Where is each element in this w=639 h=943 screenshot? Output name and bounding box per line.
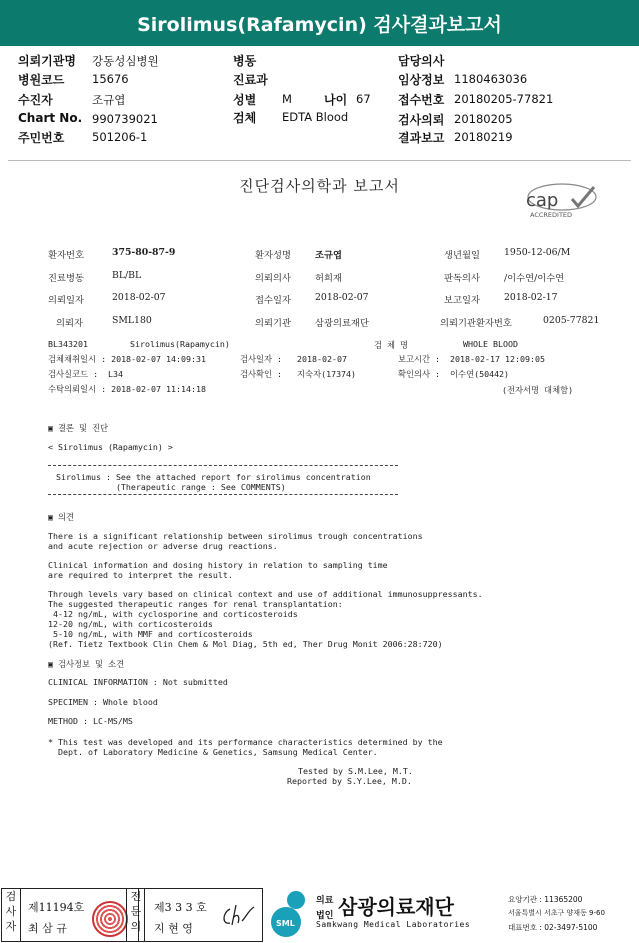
info-value: 15676 (92, 72, 129, 86)
info-value: EDTA Blood (282, 110, 349, 124)
examiner-license: 제11194호 (28, 901, 85, 914)
examiner-name: 최 삼 규 (28, 922, 67, 935)
org-english-name: Samkwang Medical Laboratories (316, 920, 471, 929)
sml-logo-icon (268, 890, 310, 938)
grid-value: 0205-77821 (543, 315, 600, 326)
contact-line: 대표번호 : 02-3497-5100 (508, 923, 598, 932)
footer (0, 886, 639, 943)
grid-label: 접수일자 (255, 295, 291, 306)
examiner-label: 자 (5, 920, 17, 933)
grid-value: 1950-12-06/M (504, 247, 571, 258)
comment-line: are required to interpret the result. (48, 570, 233, 580)
reported-by: Reported by S.Y.Lee, M.D. (287, 776, 412, 786)
method-info: METHOD : LC-MS/MS (48, 716, 133, 726)
info-label: 접수번호 (398, 93, 445, 107)
org-type: 의료 (316, 896, 334, 906)
info-value: 501206-1 (92, 130, 148, 144)
comment-line: (Ref. Tietz Textbook Clin Chem & Mol Diag, 5th ed, Ther Drug Monit 2006:28:720) (48, 639, 443, 649)
specimen-info: SPECIMEN : Whole blood (48, 697, 158, 707)
comment-line: 4-12 ng/mL, with cyclosporine and corticosteroids (48, 609, 298, 619)
grid-value: SML180 (112, 315, 152, 326)
clinical-info: CLINICAL INFORMATION : Not submitted (48, 677, 228, 687)
contact-line: 요양기관 : 11365200 (508, 895, 583, 904)
grid-label: 의뢰의사 (255, 273, 291, 284)
signature-icon (220, 903, 256, 929)
info-value: 강동성심병원 (92, 54, 159, 68)
divider (48, 494, 398, 495)
info-label: 주민번호 (18, 131, 65, 145)
section-title: ▣ 검사정보 및 소견 (48, 659, 125, 669)
grid-value: 허희재 (315, 273, 342, 284)
info-label: 병동 (233, 54, 257, 68)
grid-label: 의뢰기관 (255, 318, 291, 329)
info-label: Chart No. (18, 111, 83, 125)
grid-label: 보고일자 (444, 295, 480, 306)
info-value: M (282, 92, 292, 106)
info-label: 검체 (233, 111, 257, 125)
test-code-name: Sirolimus(Rapamycin) (130, 339, 230, 349)
patient-info (0, 46, 639, 158)
comment-line: The suggested therapeutic ranges for renal transplantation: (48, 599, 343, 609)
specimen-label: 검 체 명 (374, 340, 409, 350)
specialist-name: 지 현 영 (154, 922, 193, 935)
specialist-license: 제3 3 3 호 (154, 901, 207, 914)
specialist-label: 의 (130, 920, 142, 933)
examiner-label: 사 (5, 905, 17, 918)
specialist-label: 문 (130, 905, 142, 918)
meta-text: 검사일자 : 2018-02-07 (240, 354, 347, 364)
svg-text:ACCREDITED: ACCREDITED (530, 211, 573, 219)
tested-by: Tested by S.M.Lee, M.T. (298, 766, 413, 776)
meta-text: 보고시간 : 2018-02-17 12:09:05 (398, 354, 545, 364)
note-line: * This test was developed and its performance characteristics determined by the (48, 737, 443, 747)
grid-value: /이수연/이수연 (504, 273, 565, 284)
grid-label: 진료병동 (48, 273, 84, 284)
grid-value: BL/BL (112, 270, 142, 281)
grid-label: 의뢰기관환자번호 (440, 318, 512, 329)
grid-label: 환자성명 (255, 250, 291, 261)
org-type: 법인 (316, 911, 334, 921)
info-label: 성별 (233, 93, 257, 107)
meta-text: 검사확인 : 지숙자(17374) (240, 369, 357, 379)
examiner-seal (92, 901, 128, 937)
info-label: 병원코드 (18, 73, 65, 87)
info-value: 990739021 (92, 112, 158, 126)
info-label: 의뢰기관명 (18, 54, 76, 68)
comment-line: and acute rejection or adverse drug reactions. (48, 541, 278, 551)
meta-text: 수탁의뢰일시 : 2018-02-07 11:14:18 (48, 384, 206, 394)
examiner-box (1, 888, 139, 942)
grid-label: 환자번호 (48, 250, 84, 261)
cap-accredited-logo (518, 181, 600, 219)
grid-value: 삼광의료재단 (315, 318, 369, 329)
info-value: 1180463036 (454, 72, 528, 86)
comment-line: 12-20 ng/mL, with corticosteroids (48, 619, 213, 629)
divider (48, 465, 398, 466)
meta-text: 확인의사 : 이수연(50442) (398, 369, 510, 379)
meta-text: 검체채취일시 : 2018-02-07 14:09:31 (48, 354, 206, 364)
info-value: 20180205 (454, 112, 513, 126)
info-value: 67 (356, 92, 371, 106)
specialist-box (126, 888, 263, 942)
section-title: ▣ 의견 (48, 512, 75, 522)
scanned-report (8, 160, 631, 873)
grid-label: 의뢰일자 (48, 295, 84, 306)
meta-text: 검사실코드 : L34 (48, 369, 124, 379)
info-label: 진료과 (233, 73, 268, 87)
comment-line: Through levels vary based on clinical context and use of additional immunosuppressants. (48, 589, 483, 599)
info-value: 20180219 (454, 130, 513, 144)
grid-value: 조규엽 (315, 250, 342, 261)
info-value: 20180205-77821 (454, 92, 554, 106)
report-doc-title: 진단검사의학과 보고서 (239, 177, 400, 195)
specialist-label: 전 (130, 890, 142, 903)
svg-text:SML: SML (276, 919, 295, 928)
info-label: 검사의뢰 (398, 113, 445, 127)
grid-label: 의뢰자 (56, 318, 83, 329)
org-name: 삼광의료재단 (338, 895, 454, 919)
report-header (0, 0, 639, 46)
svg-text:cap: cap (526, 190, 559, 211)
grid-value: 375-80-87-9 (112, 247, 176, 258)
test-name: < Sirolimus (Rapamycin) > (48, 442, 173, 452)
specimen-value: WHOLE BLOOD (463, 339, 518, 349)
section-title: ▣ 결론 및 진단 (48, 423, 109, 433)
comment-line: Clinical information and dosing history in relation to sampling time (48, 560, 388, 570)
info-label: 수진자 (18, 93, 53, 107)
grid-value: 2018-02-17 (504, 292, 558, 303)
examiner-label: 검 (5, 890, 17, 903)
note-line: Dept. of Laboratory Medicine & Genetics, Samsung Medical Center. (48, 747, 378, 757)
info-label: 결과보고 (398, 131, 445, 145)
contact-line: 서울특별시 서초구 양재동 9-60 (508, 909, 605, 917)
info-label: 담당의사 (398, 54, 445, 68)
grid-label: 판독의사 (444, 273, 480, 284)
comment-line: There is a significant relationship between sirolimus trough concentrations (48, 531, 423, 541)
info-value: 조규엽 (92, 93, 126, 107)
grid-value: 2018-02-07 (315, 292, 369, 303)
comment-line: 5-10 ng/mL, with MMF and corticosteroids (48, 629, 253, 639)
info-label: 임상정보 (398, 73, 445, 87)
result-line: Sirolimus : See the attached report for sirolimus concentration (56, 472, 371, 482)
specimen-code: BL343201 (48, 339, 88, 349)
info-label: 나이 (324, 93, 348, 107)
result-line: (Therapeutic range : See COMMENTS) (56, 482, 286, 492)
grid-label: 생년월일 (444, 250, 480, 261)
report-title: Sirolimus(Rafamycin) 검사결과보고서 (137, 13, 502, 36)
grid-value: 2018-02-07 (112, 292, 166, 303)
meta-text: (전자서명 대체함) (502, 385, 574, 395)
